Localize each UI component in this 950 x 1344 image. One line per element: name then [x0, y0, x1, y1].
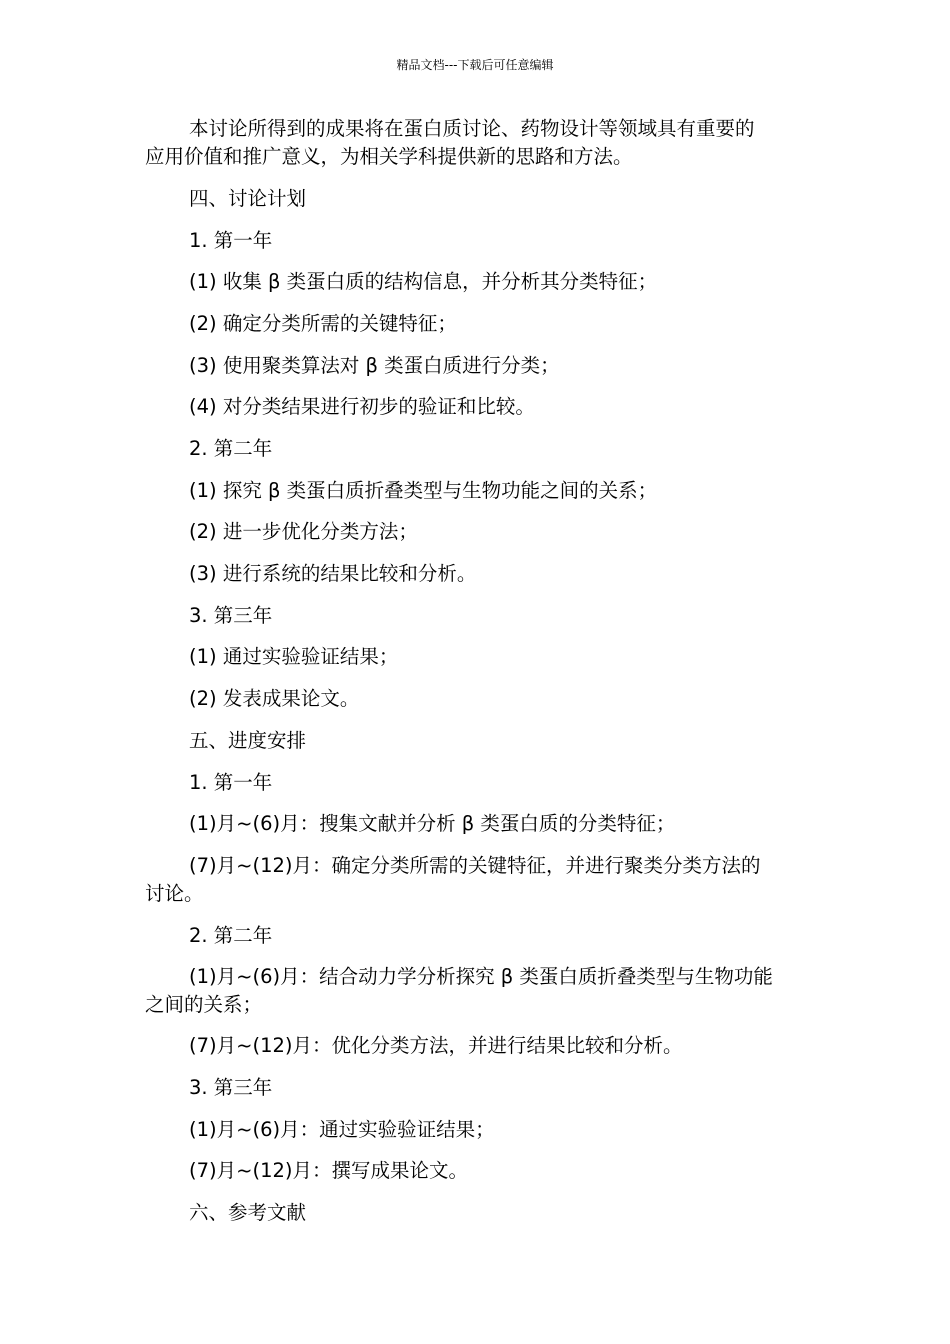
list-item: (2) 发表成果论文。 [189, 687, 360, 710]
paragraph-line: 本讨论所得到的成果将在蛋白质讨论、药物设计等领域具有重要的 [189, 117, 755, 140]
list-item: (1)月~(6)月：搜集文献并分析 β 类蛋白质的分类特征； [189, 812, 676, 835]
list-item: (3) 进行系统的结果比较和分析。 [189, 562, 477, 585]
paragraph-line: (7)月~(12)月：确定分类所需的关键特征，并进行聚类分类方法的 [189, 854, 761, 877]
list-item: (1) 探究 β 类蛋白质折叠类型与生物功能之间的关系； [189, 479, 658, 502]
paragraph-line: (1)月~(6)月：结合动力学分析探究 β 类蛋白质折叠类型与生物功能 [189, 965, 773, 988]
list-heading: 3. 第三年 [189, 604, 273, 627]
list-heading: 2. 第二年 [189, 924, 273, 947]
section-heading-references: 六、参考文献 [189, 1201, 307, 1224]
paragraph-line: 应用价值和推广意义，为相关学科提供新的思路和方法。 [145, 145, 633, 168]
list-item: (7)月~(12)月：撰写成果论文。 [189, 1159, 468, 1182]
paragraph-intro [145, 115, 810, 171]
list-item: (2) 进一步优化分类方法； [189, 520, 418, 543]
list-item: (1)月~(6)月：通过实验验证结果； [189, 1118, 495, 1141]
list-item [145, 963, 810, 1019]
list-heading: 1. 第一年 [189, 229, 273, 252]
list-item [145, 852, 810, 908]
list-item: (3) 使用聚类算法对 β 类蛋白质进行分类； [189, 354, 560, 377]
paragraph-line: 讨论。 [145, 882, 204, 905]
list-heading: 3. 第三年 [189, 1076, 273, 1099]
page-header: 精品文档---下载后可任意编辑 [396, 58, 554, 72]
section-heading-schedule: 五、进度安排 [189, 729, 307, 752]
list-heading: 2. 第二年 [189, 437, 273, 460]
list-item: (1) 收集 β 类蛋白质的结构信息，并分析其分类特征； [189, 270, 658, 293]
list-heading: 1. 第一年 [189, 771, 273, 794]
list-item: (1) 通过实验验证结果； [189, 645, 399, 668]
list-item: (2) 确定分类所需的关键特征； [189, 312, 457, 335]
list-item: (7)月~(12)月：优化分类方法，并进行结果比较和分析。 [189, 1034, 683, 1057]
list-item: (4) 对分类结果进行初步的验证和比较。 [189, 395, 535, 418]
paragraph-line: 之间的关系； [145, 993, 263, 1016]
section-heading-plan: 四、讨论计划 [189, 187, 307, 210]
